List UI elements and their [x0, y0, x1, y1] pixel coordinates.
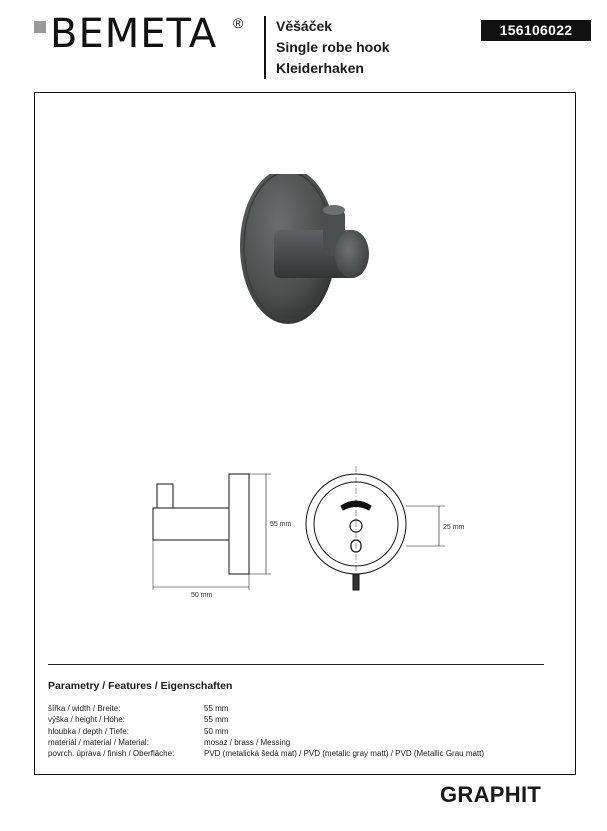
brand-logo: BEMETA [50, 11, 218, 57]
spec-value: mosaz / brass / Messing [204, 737, 291, 747]
spec-row [48, 703, 484, 714]
product-photo [226, 174, 376, 334]
spec-value: PVD (metalická šedá mat) / PVD (metalic gray matt) / PVD (Metallic Grau matt) [204, 749, 485, 759]
width-dimension-label: 50 mm [191, 592, 213, 599]
spec-row [48, 737, 484, 748]
product-title-block [264, 16, 390, 79]
spec-row [48, 748, 484, 759]
title-czech: Věšáček [276, 18, 333, 34]
spec-label: šířka / width / Breite: [48, 704, 121, 713]
spec-table [48, 703, 484, 759]
side-view-rosette [229, 474, 249, 574]
spec-label: povrch. úprava / finish / Oberfläche: [48, 749, 175, 759]
spec-label: výška / height / Höhe: [48, 715, 125, 725]
height-dimension-label: 55 mm [270, 521, 292, 528]
technical-drawing [145, 466, 475, 606]
spec-row [48, 726, 484, 737]
product-code-badge: 156106022 [481, 20, 591, 41]
brand-logo-mark [34, 21, 46, 33]
section-divider [48, 664, 544, 665]
spec-value: 55 mm [204, 704, 229, 713]
hook-end-cap [335, 230, 369, 278]
spec-label: materiál / material / Material: [48, 737, 149, 747]
screw [353, 574, 359, 590]
spec-value: 50 mm [204, 726, 229, 736]
side-view-post [157, 484, 173, 508]
spec-row [48, 714, 484, 725]
title-german: Kleiderhaken [276, 60, 364, 76]
spec-label: hloubka / depth / Tiefe: [48, 726, 129, 736]
features-heading: Parametry / Features / Eigenschaften [48, 680, 233, 692]
title-english: Single robe hook [276, 39, 390, 55]
side-view-arm [153, 508, 229, 540]
finish-name: GRAPHIT [440, 782, 542, 807]
registered-mark: ® [233, 15, 244, 31]
front-view-slot [341, 501, 371, 510]
spec-value: 55 mm [204, 715, 229, 725]
spacing-dimension-label: 25 mm [443, 524, 465, 531]
